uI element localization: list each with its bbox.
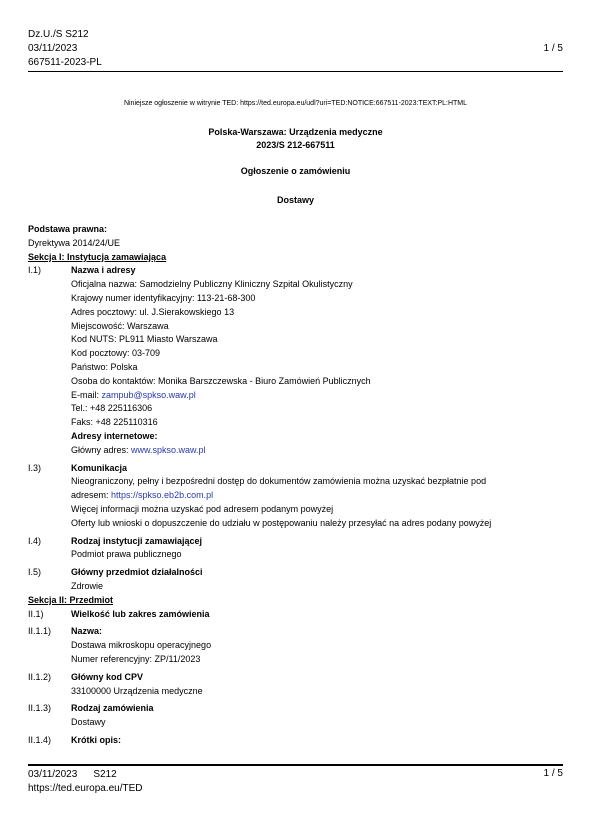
main-address-link[interactable]: www.spkso.waw.pl bbox=[131, 444, 206, 455]
item-heading: Rodzaj zamówienia bbox=[71, 703, 154, 714]
item-number: II.1.4) bbox=[28, 734, 52, 745]
item-heading: Krótki opis: bbox=[71, 734, 122, 745]
footer-date: 03/11/2023 bbox=[28, 769, 78, 780]
item-i4 bbox=[28, 535, 563, 563]
fax-line: Faks: +48 225110316 bbox=[71, 417, 158, 428]
email-link[interactable]: zampub@spkso.waw.pl bbox=[101, 389, 196, 400]
item-ii1 bbox=[28, 608, 563, 622]
notice-title-line2: 2023/S 212-667511 bbox=[256, 140, 335, 150]
org-line: Miejscowość: Warszawa bbox=[71, 320, 169, 331]
item-ii14 bbox=[28, 734, 563, 748]
document-type: Ogłoszenie o zamówieniu bbox=[240, 166, 351, 176]
email-line bbox=[71, 389, 563, 403]
ted-notice-link: Niniejsze ogłoszenie w witrynie TED: https://ted.europa.eu/udl?uri=TED:NOTICE:667511-2023:TEXT:PL:HTML bbox=[123, 100, 468, 107]
communication-line: Nieograniczony, pełny i bezpośredni dostęp do dokumentów zamówienia można uzyskać bezpłatnie pod bbox=[71, 476, 487, 487]
item-ii12 bbox=[28, 671, 563, 699]
org-line: Krajowy numer identyfikacyjny: 113-21-68-300 bbox=[71, 292, 256, 303]
footer-page-number: 1 / 5 bbox=[543, 768, 563, 779]
item-heading: Nazwa: bbox=[71, 626, 103, 637]
item-heading: Wielkość lub zakres zamówienia bbox=[71, 608, 210, 619]
section-1-title: Sekcja I: Instytucja zamawiająca bbox=[28, 251, 167, 262]
footer-divider bbox=[28, 764, 563, 766]
header-page-number: 1 / 5 bbox=[543, 43, 563, 54]
item-i3 bbox=[28, 462, 563, 531]
contract-type: Dostawy bbox=[276, 195, 314, 205]
item-value: Zdrowie bbox=[71, 580, 104, 591]
org-line: Oficjalna nazwa: Samodzielny Publiczny Kliniczny Szpital Okulistyczny bbox=[71, 279, 353, 290]
header-journal-ref: Dz.U./S S212 bbox=[28, 29, 89, 40]
item-i1 bbox=[28, 264, 563, 457]
item-value: Podmiot prawa publicznego bbox=[71, 549, 182, 560]
item-ii11 bbox=[28, 625, 563, 666]
notice-title-line1: Polska-Warszawa: Urządzenia medyczne bbox=[208, 127, 383, 137]
item-heading: Główny przedmiot działalności bbox=[71, 567, 203, 578]
header-date: 03/11/2023 bbox=[28, 43, 78, 54]
internet-addresses-heading: Adresy internetowe: bbox=[71, 430, 158, 441]
item-ii13 bbox=[28, 702, 563, 730]
communication-line: Więcej informacji można uzyskać pod adresem podanym powyżej bbox=[71, 503, 334, 514]
org-line: Kod NUTS: PL911 Miasto Warszawa bbox=[71, 334, 218, 345]
org-line: Kod pocztowy: 03-709 bbox=[71, 348, 161, 359]
header-divider bbox=[28, 71, 563, 72]
legal-basis-label: Podstawa prawna: bbox=[28, 224, 108, 234]
footer-url: https://ted.europa.eu/TED bbox=[28, 783, 143, 794]
notice-body bbox=[28, 223, 563, 748]
item-number: I.3) bbox=[28, 462, 42, 473]
item-number: I.5) bbox=[28, 567, 42, 578]
item-number: II.1.3) bbox=[28, 703, 52, 714]
item-value: Dostawa mikroskopu operacyjnego bbox=[71, 640, 212, 651]
org-line: Osoba do kontaktów: Monika Barszczewska - Biuro Zamówień Publicznych bbox=[71, 375, 371, 386]
org-line: Państwo: Polska bbox=[71, 361, 138, 372]
item-number: I.4) bbox=[28, 535, 42, 546]
communication-line: Oferty lub wnioski o dopuszczenie do udziału w postępowaniu należy przesyłać na adres podany powyżej bbox=[71, 517, 492, 528]
item-value: 33100000 Urządzenia medyczne bbox=[71, 685, 203, 696]
communication-address-line bbox=[71, 489, 563, 503]
item-i5 bbox=[28, 566, 563, 594]
item-heading: Rodzaj instytucji zamawiającej bbox=[71, 535, 203, 546]
org-line: Adres pocztowy: ul. J.Sierakowskiego 13 bbox=[71, 306, 235, 317]
item-value: Numer referencyjny: ZP/11/2023 bbox=[71, 653, 201, 664]
item-heading: Nazwa i adresy bbox=[71, 265, 136, 276]
page-footer bbox=[28, 768, 143, 796]
notice-title bbox=[0, 126, 591, 152]
footer-code: S212 bbox=[93, 769, 117, 780]
item-number: I.1) bbox=[28, 265, 42, 276]
item-heading: Komunikacja bbox=[71, 462, 128, 473]
item-number: II.1) bbox=[28, 608, 44, 619]
header-notice-id: 667511-2023-PL bbox=[28, 57, 102, 68]
main-address-line bbox=[71, 444, 563, 458]
documents-link[interactable]: https://spkso.eb2b.com.pl bbox=[111, 490, 214, 501]
address-label: adresem: bbox=[71, 490, 112, 501]
phone-line: Tel.: +48 225116306 bbox=[71, 403, 153, 414]
page-header bbox=[28, 28, 102, 70]
main-address-label: Główny adres: bbox=[71, 444, 132, 455]
item-number: II.1.2) bbox=[28, 671, 52, 682]
email-label: E-mail: bbox=[71, 389, 102, 400]
item-number: II.1.1) bbox=[28, 626, 52, 637]
item-value: Dostawy bbox=[71, 717, 106, 728]
item-heading: Główny kod CPV bbox=[71, 671, 144, 682]
section-2-title: Sekcja II: Przedmiot bbox=[28, 594, 114, 605]
legal-basis-value: Dyrektywa 2014/24/UE bbox=[28, 237, 121, 248]
footer-date-line bbox=[28, 768, 143, 782]
